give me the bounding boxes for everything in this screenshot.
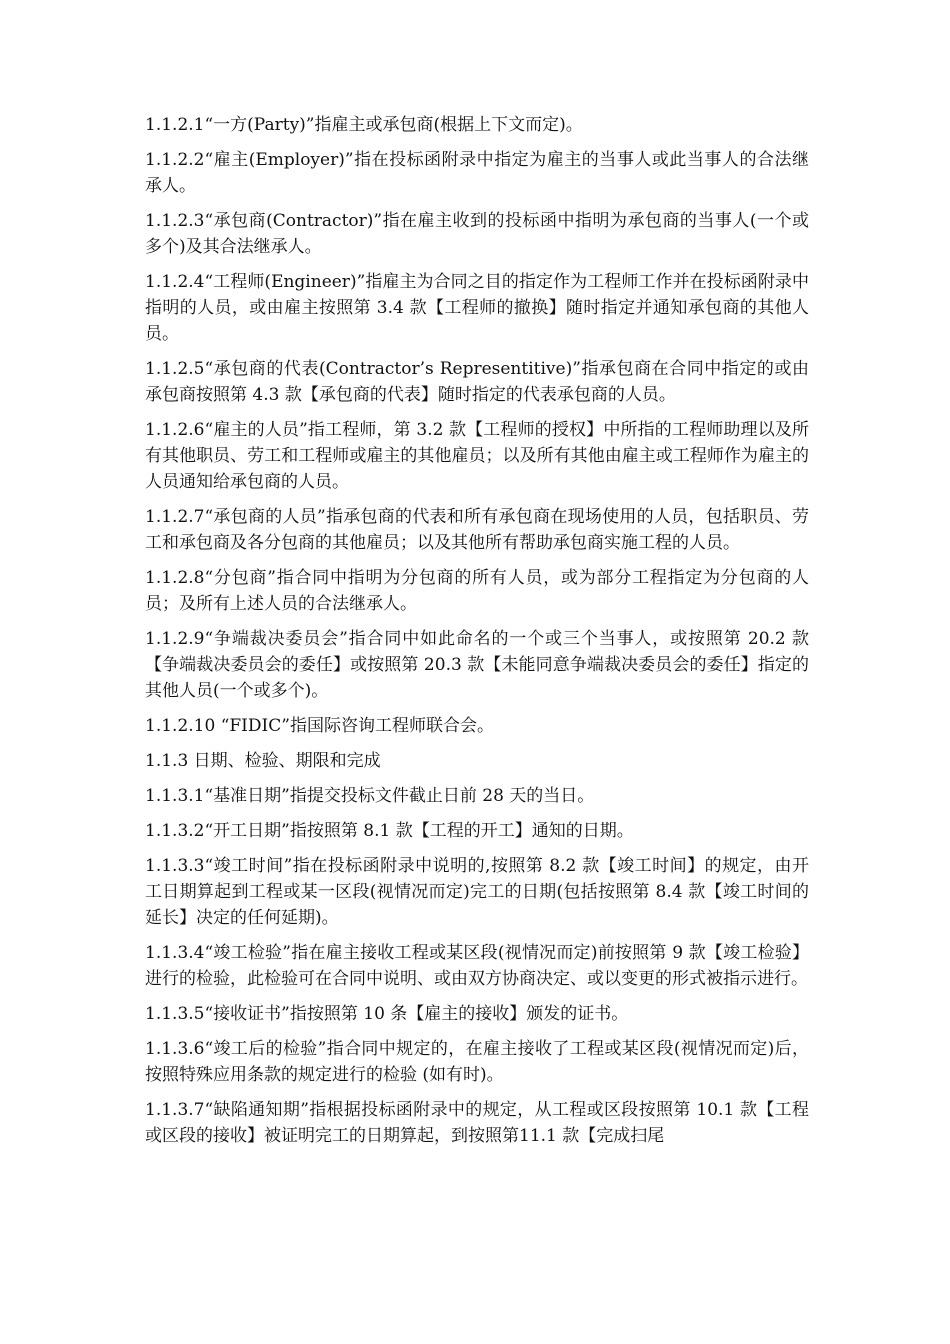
paragraph-1-1-2-9: 1.1.2.9“争端裁决委员会”指合同中如此命名的一个或三个当事人，或按照第 20.2 款【争端裁决委员会的委任】或按照第 20.3 款【未能同意争端裁决委员会的委任】指定的其他人员(一个或多个)。 [145,629,809,701]
paragraph-1-1-3-4: 1.1.3.4“竣工检验”指在雇主接收工程或某区段(视情况而定)前按照第 9 款【竣工检验】进行的检验，此检验可在合同中说明、或由双方协商决定、或以变更的形式被指示进行。 [145,943,809,989]
paragraph-1-1-3-2: 1.1.3.2“开工日期”指按照第 8.1 款【工程的开工】通知的日期。 [145,821,634,841]
paragraph-1-1-2-8: 1.1.2.8“分包商”指合同中指明为分包商的所有人员，或为部分工程指定为分包商的人员；及所有上述人员的合法继承人。 [145,568,809,614]
paragraph-1-1-2-7: 1.1.2.7“承包商的人员”指承包商的代表和所有承包商在现场使用的人员，包括职员、劳工和承包商及各分包商的其他雇员；以及其他所有帮助承包商实施工程的人员。 [145,507,809,553]
paragraph-1-1-2-10: 1.1.2.10 “FIDIC”指国际咨询工程师联合会。 [145,716,494,736]
paragraph-1-1-3-7: 1.1.3.7“缺陷通知期”指根据投标函附录中的规定，从工程或区段按照第 10.1 款【工程或区段的接收】被证明完工的日期算起，到按照第11.1 款【完成扫尾 [145,1100,809,1146]
paragraph-1-1-3-3: 1.1.3.3“竣工时间”指在投标函附录中说明的,按照第 8.2 款【竣工时间】的规定，由开工日期算起到工程或某一区段(视情况而定)完工的日期(包括按照第 8.4 款【竣工时间的延长】决定的任何延期)。 [145,856,809,928]
paragraph-1-1-3-1: 1.1.3.1“基准日期”指提交投标文件截止日前 28 天的当日。 [145,786,595,806]
paragraph-1-1-3-5: 1.1.3.5“接收证书”指按照第 10 条【雇主的接收】颁发的证书。 [145,1004,629,1024]
paragraph-1-1-2-5: 1.1.2.5“承包商的代表(Contractor’s Representitive)”指承包商在合同中指定的或由承包商按照第 4.3 款【承包商的代表】随时指定的代表承包商的人员。 [145,359,809,405]
paragraph-1-1-2-6: 1.1.2.6“雇主的人员”指工程师，第 3.2 款【工程师的授权】中所指的工程师助理以及所有其他职员、劳工和工程师或雇主的其他雇员；以及所有其他由雇主或工程师作为雇主的人员通知给承包商的人员。 [145,420,809,492]
paragraph-1-1-2-1: 1.1.2.1“一方(Party)”指雇主或承包商(根据上下文而定)。 [145,115,583,135]
paragraph-1-1-2-4: 1.1.2.4“工程师(Engineer)”指雇主为合同之目的指定作为工程师工作并在投标函附录中指明的人员，或由雇主按照第 3.4 款【工程师的撤换】随时指定并通知承包商的其他人员。 [145,272,809,344]
section-heading-1-1-3: 1.1.3 日期、检验、期限和完成 [145,751,381,771]
paragraph-1-1-2-2: 1.1.2.2“雇主(Employer)”指在投标函附录中指定为雇主的当事人或此当事人的合法继承人。 [145,150,809,196]
document-body [145,112,809,1158]
paragraph-1-1-2-3: 1.1.2.3“承包商(Contractor)”指在雇主收到的投标函中指明为承包商的当事人(一个或多个)及其合法继承人。 [145,211,809,257]
paragraph-1-1-3-6: 1.1.3.6“竣工后的检验”指合同中规定的，在雇主接收了工程或某区段(视情况而定)后，按照特殊应用条款的规定进行的检验 (如有时)。 [145,1039,809,1085]
